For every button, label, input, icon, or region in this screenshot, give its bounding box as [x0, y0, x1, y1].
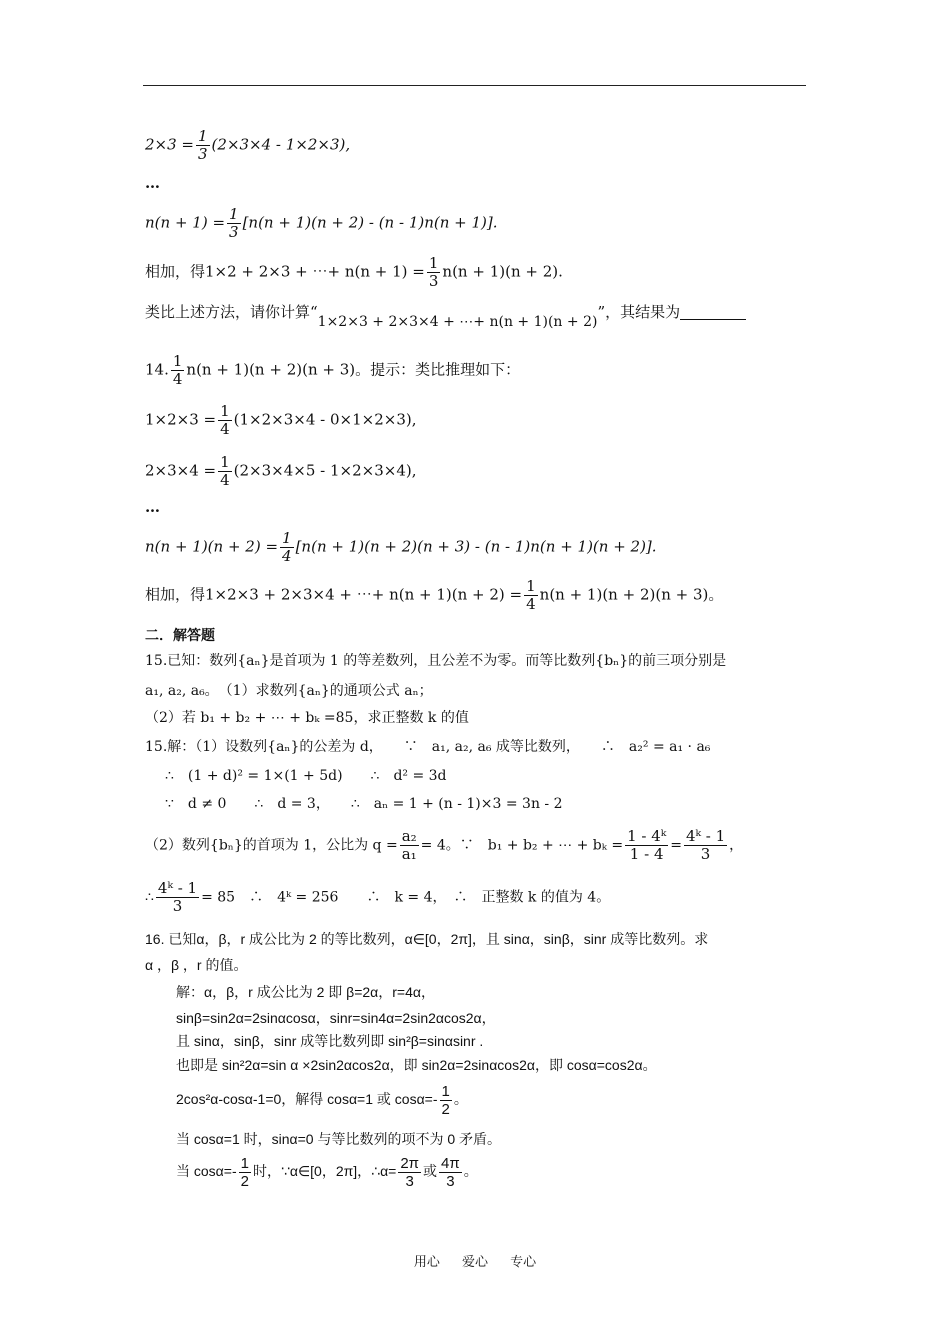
den: 3	[428, 272, 439, 290]
math: 1×2×3 + 2×3×4 + ⋯+ n(n + 1)(n + 2)	[317, 314, 598, 330]
fraction	[440, 1083, 452, 1118]
s16-line-f: 当 cosα=1 时，sinα=0 与等比数列的项不为 0 矛盾。	[176, 1131, 502, 1147]
text: 类比上述方法，请你计算“	[145, 303, 318, 321]
answer-blank	[680, 305, 746, 320]
text: n(n + 1)(n + 2).	[442, 262, 563, 281]
text: 相加，得1×2×3 + 2×3×4 + ⋯+ n(n + 1)(n + 2) =	[145, 585, 523, 604]
num: 1 - 4ᵏ	[627, 827, 667, 845]
den: 3	[700, 845, 711, 863]
s16-line-e	[176, 1083, 468, 1118]
footer-word: 专心	[510, 1255, 537, 1270]
text: 。	[463, 1163, 478, 1180]
fraction	[439, 1155, 462, 1190]
s16-line-c: 且 sinα，sinβ，sinr 成等比数列即 sin²β=sinαsinr .	[176, 1033, 484, 1049]
text: n(n + 1)(n + 2)(n + 3)。提示：类比推理如下：	[186, 360, 521, 379]
den: 1 - 4	[629, 845, 664, 863]
text: 当 cosα=-	[176, 1163, 237, 1180]
text: ∴	[145, 889, 154, 906]
num: 1	[240, 1155, 249, 1172]
fraction	[196, 128, 210, 163]
eq-line-5	[145, 303, 746, 330]
text: （2）数列{bₙ}的首项为 1，公比为 q =	[145, 837, 398, 854]
fraction	[280, 530, 294, 565]
text: ，	[729, 837, 744, 854]
den: 4	[172, 370, 183, 388]
q16-line-b: α ，β ，r 的值。	[145, 957, 248, 973]
num: 4π	[441, 1155, 460, 1172]
den: 3	[172, 897, 183, 915]
num: 1	[229, 205, 239, 223]
text: [n(n + 1)(n + 2)(n + 3) - (n - 1)n(n + 1)(n + 2)].	[295, 537, 657, 556]
num: 1	[198, 127, 208, 145]
den: 2	[441, 1101, 450, 1118]
text: = 85 ∴ 4ᵏ = 256 ∴ k = 4， ∴ 正整数 k 的值为 4。	[201, 889, 611, 906]
footer-word: 用心	[413, 1255, 440, 1270]
text: (2×3×4 - 1×2×3),	[211, 135, 351, 154]
q16-line-a: 16. 已知α，β，r 成公比为 2 的等比数列，α∈[0，2π]，且 sinα，sinβ，sinr 成等比数列。求	[145, 931, 709, 947]
num: 4ᵏ - 1	[157, 879, 198, 897]
fraction	[398, 1155, 421, 1190]
text: n(n + 1) =	[145, 213, 226, 232]
fraction	[156, 880, 199, 915]
s15-line-c: ∵ d ≠ 0 ∴ d = 3， ∴ aₙ = 1 + (n - 1)×3 = 3n - 2	[165, 796, 563, 812]
den: 3	[229, 223, 239, 241]
num: 1	[220, 453, 230, 471]
fraction	[400, 828, 419, 863]
eq-line-9	[145, 530, 657, 565]
q15-line-b: a₁, a₂, a₆。 （1）求数列{aₙ}的通项公式 aₙ；	[145, 683, 433, 699]
den: 3	[405, 1173, 414, 1190]
s15-line-e	[145, 880, 610, 915]
s16-line-g	[176, 1155, 478, 1190]
den: 4	[220, 471, 230, 489]
fraction	[218, 403, 232, 438]
text: n(n + 1)(n + 2)(n + 3)。	[539, 585, 724, 604]
eq-line-8	[145, 454, 417, 489]
den: 2	[240, 1173, 249, 1190]
fraction	[684, 828, 727, 863]
text: n(n + 1)(n + 2) =	[145, 537, 279, 556]
fraction	[171, 353, 185, 388]
den: 3	[198, 145, 208, 163]
text: =	[670, 837, 682, 854]
text: (1×2×3×4 - 0×1×2×3),	[233, 410, 417, 429]
num: 1	[441, 1083, 450, 1100]
den: 4	[526, 595, 536, 613]
text: 2cos²α-cosα-1=0，解得 cosα=1 或 cosα=-	[176, 1091, 438, 1108]
eq-line-3	[145, 206, 498, 241]
num: 2π	[400, 1155, 420, 1172]
text: 时，∵α∈[0，2π]，∴α=	[252, 1163, 397, 1180]
eq-line-10	[145, 578, 723, 613]
eq-line-6	[145, 353, 520, 388]
s15-line-b: ∴ (1 + d)² = 1×(1 + 5d) ∴ d² = 3d	[165, 768, 447, 784]
text: 。	[453, 1091, 468, 1108]
num: 1	[220, 402, 230, 420]
page-footer	[0, 1251, 950, 1270]
s15-line-a: 15.解：（1）设数列{aₙ}的公差为 d， ∵ a₁, a₂, a₆ 成等比数列， ∴ a₂² = a₁ · a₆	[145, 739, 711, 755]
header-rule	[143, 85, 806, 86]
footer-word: 爱心	[461, 1255, 488, 1270]
s16-line-d: 也即是 sin²2α=sin α ×2sin2αcos2α，即 sin2α=2sinαcos2α，即 cosα=cos2α。	[176, 1057, 657, 1073]
num: 4ᵏ - 1	[685, 827, 726, 845]
text: = 4。∵ b₁ + b₂ + ⋯ + bₖ =	[420, 837, 624, 854]
text: 2×3 =	[145, 135, 194, 154]
den: 4	[220, 420, 230, 438]
text: 1×2×3 =	[145, 410, 217, 429]
ellipsis-2: …	[145, 498, 160, 516]
section-heading: 二．解答题	[145, 627, 215, 643]
fraction	[625, 828, 668, 863]
num: 1	[282, 529, 292, 547]
fraction	[524, 578, 538, 613]
eq-line-7	[145, 403, 417, 438]
fraction	[218, 454, 232, 489]
s15-line-d	[145, 828, 743, 863]
den: a₁	[401, 845, 417, 863]
fraction	[239, 1155, 251, 1190]
q15-line-c: （2）若 b₁ + b₂ + ⋯ + bₖ =85，求正整数 k 的值	[145, 710, 469, 726]
den: 3	[446, 1173, 455, 1190]
den: 4	[282, 547, 292, 565]
fraction	[427, 255, 441, 290]
text: ”，其结果为	[597, 303, 681, 321]
num: 1	[428, 254, 439, 272]
text: 或	[423, 1163, 438, 1180]
eq-line-4	[145, 255, 563, 290]
text: (2×3×4×5 - 1×2×3×4),	[233, 461, 417, 480]
fraction	[227, 206, 241, 241]
q15-line-a: 15.已知：数列{aₙ}是首项为 1 的等差数列，且公差不为零。而等比数列{bₙ}的前三项分别是	[145, 653, 727, 669]
text: [n(n + 1)(n + 2) - (n - 1)n(n + 1)].	[242, 213, 498, 232]
ellipsis-1: …	[145, 174, 160, 192]
num: 1	[526, 577, 536, 595]
s16-line-b: sinβ=sin2α=2sinαcosα，sinr=sin4α=2sin2αcos2α，	[176, 1010, 496, 1026]
num: 1	[172, 352, 183, 370]
s16-line-a: 解：α，β，r 成公比为 2 即 β=2α，r=4α，	[176, 984, 435, 1000]
eq-line-1	[145, 128, 350, 163]
num: a₂	[401, 827, 417, 845]
text: 相加，得1×2 + 2×3 + ⋯+ n(n + 1) =	[145, 262, 425, 281]
text: 14.	[145, 360, 169, 379]
text: 2×3×4 =	[145, 461, 217, 480]
